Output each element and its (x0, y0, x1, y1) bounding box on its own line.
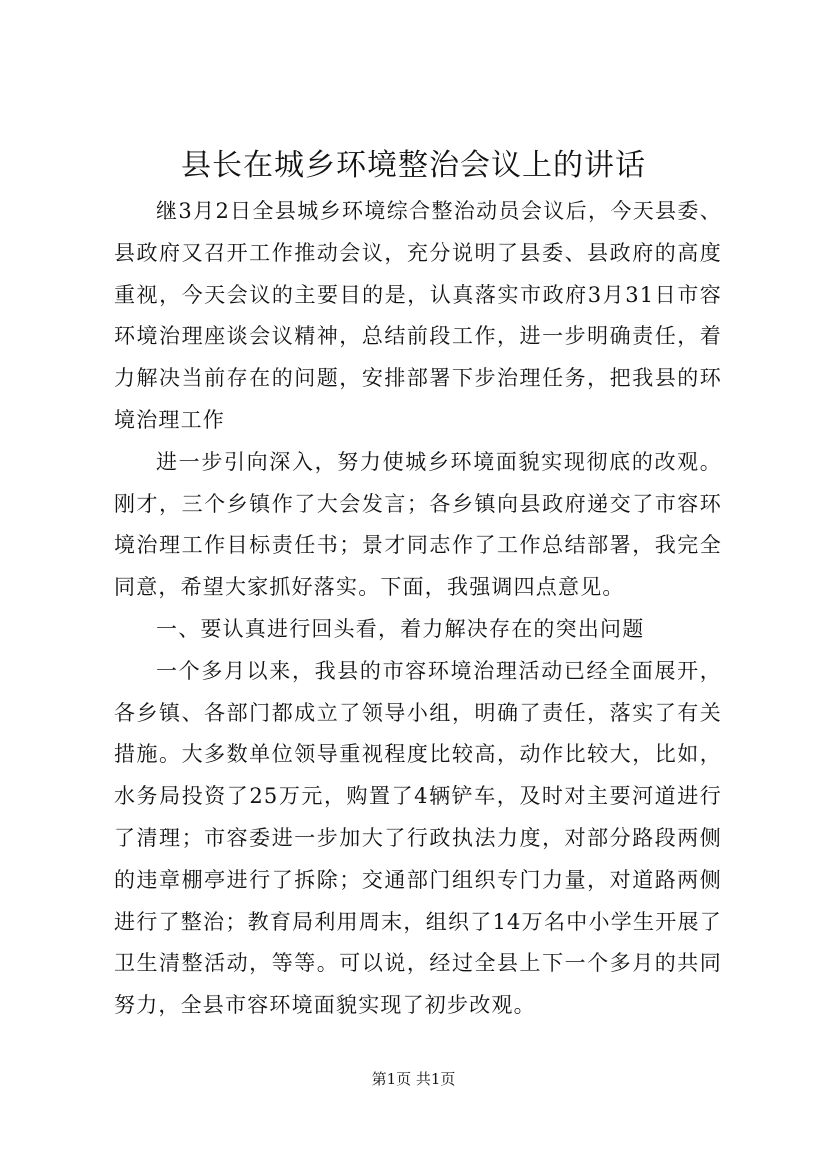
paragraph-opening: 继3月2日全县城乡环境综合整治动员会议后，今天县委、县政府又召开工作推动会议，充分说明了县委、县政府的高度重视，今天会议的主要目的是，认真落实市政府3月31日市容环境治理座谈会议精神，总结前段工作，进一步明确责任，着力解决当前存在的问题，安排部署下步治理任务，把我县的环境治理工作 (114, 199, 722, 432)
paragraph-section-1: 一个多月以来，我县的市容环境治理活动已经全面展开，各乡镇、各部门都成立了领导小组，明确了责任，落实了有关措施。大多数单位领导重视程度比较高，动作比较大，比如，水务局投资了25万元，购置了4辆铲车，及时对主要河道进行了清理；市容委进一步加大了行政执法力度，对部分路段两侧的违章棚亭进行了拆除；交通部门组织专门力量，对道路两侧进行了整治；教育局利用周末，组织了14万名中小学生开展了卫生清整活动，等等。可以说，经过全县上下一个多月的共同努力，全县市容环境面貌实现了初步改观。 (114, 658, 722, 1018)
page-footer: 第1页 共1页 (371, 1070, 456, 1088)
section-heading-1: 一、要认真进行回头看，着力解决存在的突出问题 (156, 616, 645, 641)
paragraph-continuation: 进一步引向深入，努力使城乡环境面貌实现彻底的改观。刚才，三个乡镇作了大会发言；各乡镇向县政府递交了市容环境治理工作目标责任书；景才同志作了工作总结部署，我完全同意，希望大家抓好落实。下面，我强调四点意见。 (114, 449, 722, 600)
document-title: 县长在城乡环境整治会议上的讲话 (181, 148, 646, 183)
document-body (114, 191, 722, 1027)
